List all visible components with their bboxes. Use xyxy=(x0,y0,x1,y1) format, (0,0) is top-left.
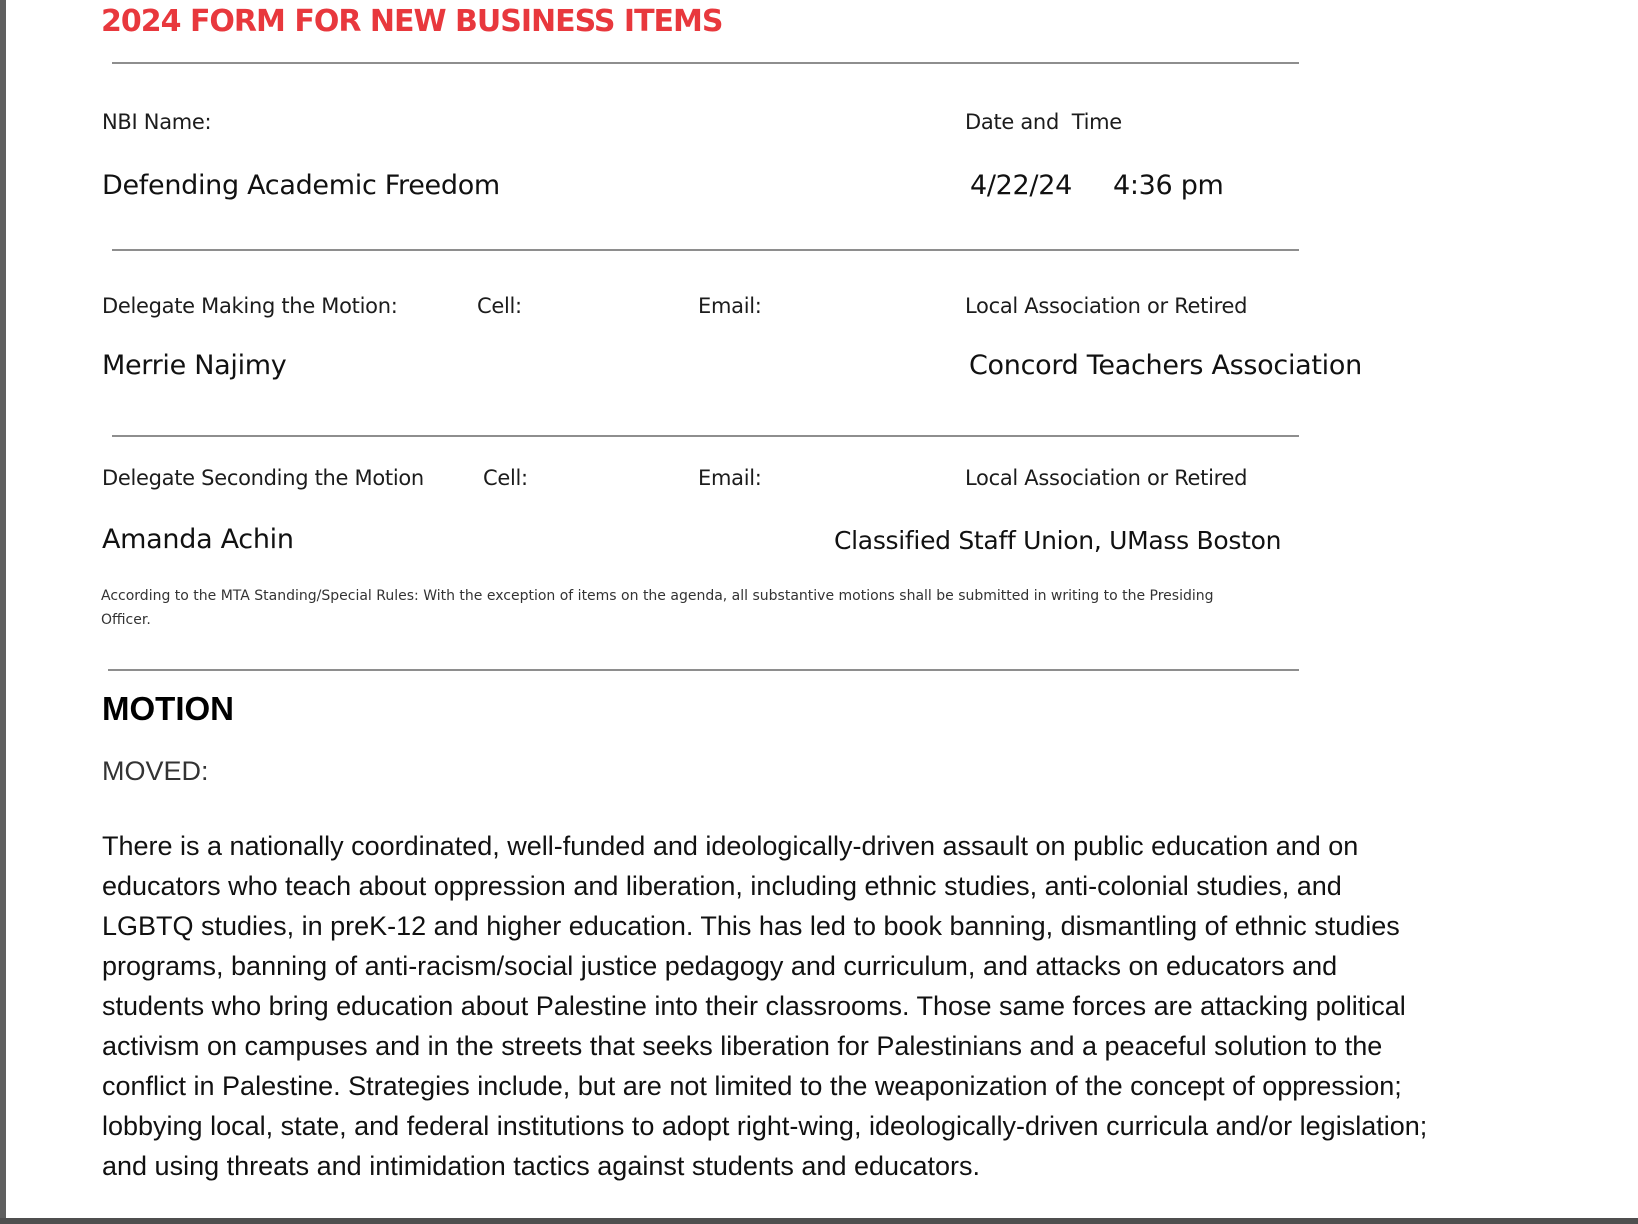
motion-heading: MOTION xyxy=(102,690,234,727)
delegate-making-label: Delegate Making the Motion: xyxy=(102,294,398,318)
seconder-local: Classified Staff Union, UMass Boston xyxy=(834,526,1282,555)
motion-line: LGBTQ studies, in preK-12 and higher education. This has led to book banning, dismantling of ethnic studies xyxy=(102,911,1400,941)
motion-line: activism on campuses and in the streets that seeks liberation for Palestinians and a peaceful solution to the xyxy=(102,1031,1383,1061)
nbi-name-value: Defending Academic Freedom xyxy=(102,170,500,201)
date-value: 4/22/24 xyxy=(970,170,1072,201)
motion-line: and using threats and intimidation tactics against students and educators. xyxy=(102,1151,981,1181)
maker-local: Concord Teachers Association xyxy=(969,350,1362,381)
motion-body xyxy=(102,826,1552,1186)
motion-line: students who bring education about Palestine into their classrooms. Those same forces are attacking political xyxy=(102,991,1406,1021)
motion-line: lobbying local, state, and federal institutions to adopt right-wing, ideologically-driven curricula and/or legislation; xyxy=(102,1111,1428,1141)
standing-rules-note: According to the MTA Standing/Special Rules: With the exception of items on the agenda, all substantive motions shall be submitted in writing to the Presiding Officer. xyxy=(101,588,1214,628)
maker-name: Merrie Najimy xyxy=(102,350,287,381)
divider xyxy=(112,249,1299,251)
viewer-frame-bottom xyxy=(0,1218,1638,1224)
motion-line: There is a nationally coordinated, well-funded and ideologically-driven assault on public education and on xyxy=(102,831,1359,861)
maker-local-label: Local Association or Retired xyxy=(965,294,1248,318)
seconder-cell-label: Cell: xyxy=(483,466,528,490)
seconder-local-label: Local Association or Retired xyxy=(965,466,1248,490)
document-page xyxy=(6,0,1638,1218)
nbi-name-label: NBI Name: xyxy=(102,110,212,134)
date-time-label: Date and Time xyxy=(965,110,1122,134)
motion-line: educators who teach about oppression and liberation, including ethnic studies, anti-colonial studies, and xyxy=(102,871,1342,901)
motion-line: conflict in Palestine. Strategies include, but are not limited to the weaponization of the concept of oppression; xyxy=(102,1071,1402,1101)
time-value: 4:36 pm xyxy=(1113,170,1224,201)
divider xyxy=(108,669,1299,671)
seconder-name: Amanda Achin xyxy=(102,524,294,555)
divider xyxy=(112,435,1299,437)
divider xyxy=(112,62,1299,64)
seconder-email-label: Email: xyxy=(698,466,762,490)
delegate-seconding-label: Delegate Seconding the Motion xyxy=(102,466,424,490)
maker-email-label: Email: xyxy=(698,294,762,318)
motion-line: programs, banning of anti-racism/social justice pedagogy and curriculum, and attacks on educators and xyxy=(102,951,1338,981)
maker-cell-label: Cell: xyxy=(477,294,522,318)
form-title: 2024 FORM FOR NEW BUSINESS ITEMS xyxy=(101,4,723,39)
moved-label: MOVED: xyxy=(102,756,209,786)
